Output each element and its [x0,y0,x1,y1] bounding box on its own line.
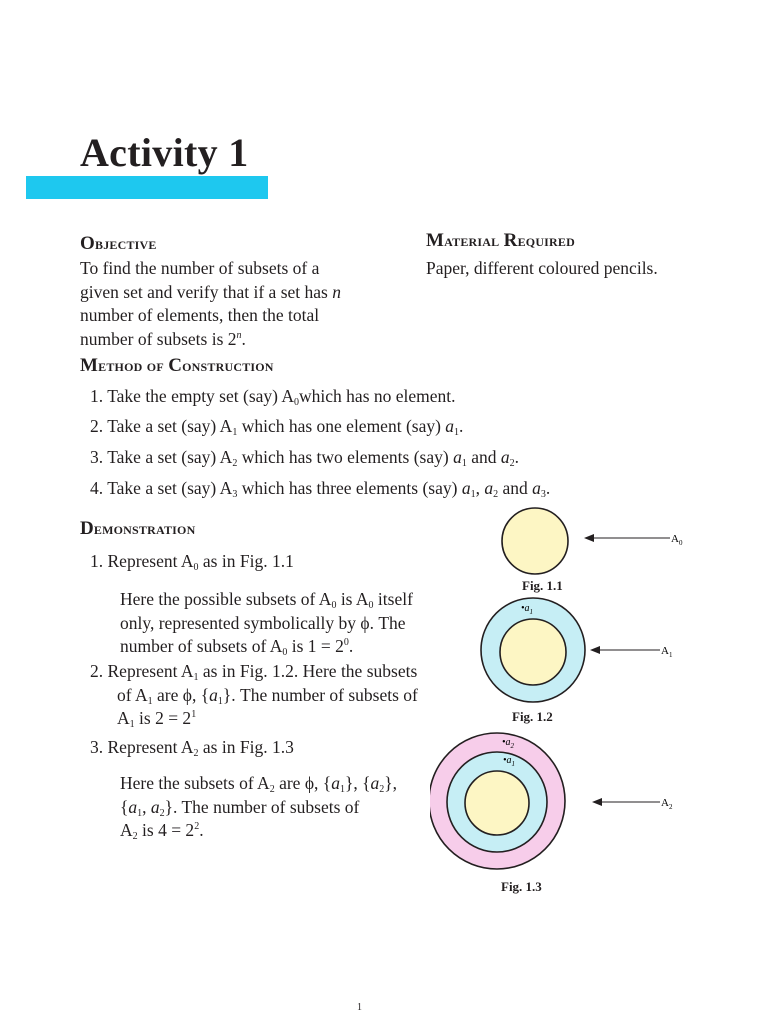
element-a1: $•a_1$ [503,755,516,768]
objective-line: To find the number of subsets of a [80,258,320,278]
set-a1-inner-circle [500,619,566,685]
material-heading: Material Required [426,230,575,251]
demo-para3-line: Here the subsets of $A_2$ are ϕ, $\{a_1\}$, $\{a_2\}$, [120,773,398,795]
demo-paragraph-3 [120,772,422,843]
demo-para3-line: $A_2$ is $4 = 2^2$. [120,820,204,842]
element-a2: $•a_2$ [502,737,515,750]
demo-item-3: 3. Represent $A_2$ as in Fig. 1.3 [90,737,294,759]
demo-item2-line: 2. Represent $A_1$ as in Fig. 1.2. Here the subsets [90,661,418,683]
figure-1-3 [430,728,690,878]
set-a0-circle [502,508,568,574]
material-text: Paper, different coloured pencils. [426,258,658,278]
figure-caption-1-1: Fig. 1.1 [522,578,563,593]
set-a2-inner-circle [465,771,529,835]
objective-line: number of elements, then the total [80,305,320,325]
figure-1-1 [490,505,690,605]
set-label-a2: $A_2$ [661,797,673,811]
figure-caption-1-2: Fig. 1.2 [512,709,553,724]
demo-item2-line: of $A_1$ are ϕ, $\{a_1\}$. The number of subsets of [117,684,418,707]
demo-para1-line: Here the possible subsets of $A_0$ is $A_0$ itself [120,589,413,611]
method-heading: Method of Construction [80,355,274,376]
method-step-4: 4. Take a set (say) $A_3$ which has three elements (say) $a_1$, $a_2$ and $a_3$. [90,478,551,500]
set-label-a1: $A_1$ [661,645,673,659]
set-label-a0: $A_0$ [671,533,683,547]
demo-para3-line: {$a_1$, $a_2$}. The number of subsets of [120,796,360,819]
objective-line: given set and verify that if a set has n [80,281,341,302]
figure-caption-1-3: Fig. 1.3 [501,879,542,894]
objective-heading: Objective [80,233,157,254]
demo-item-2 [90,660,452,731]
arrow-head [584,534,594,542]
title-highlight-bar [26,176,268,199]
element-a1: $•a_1$ [521,603,534,616]
method-step-2: 2. Take a set (say) $A_1$ which has one element (say) $a_1$. [90,416,464,438]
page-number: 1 [357,1002,362,1013]
page-title: Activity 1 [80,130,249,175]
demo-para1-line: only, represented symbolically by ϕ. The [120,612,406,633]
figure-1-2 [470,595,690,710]
arrow-head [592,798,602,806]
demonstration-heading: Demonstration [80,518,196,539]
objective-line: number of subsets is 2$^n$. [80,328,246,349]
demo-para1-line: number of subsets of $A_0$ is $1 = 2^0$. [120,636,354,658]
arrow-head [590,646,600,654]
demo-item2-line: $A_1$ is $2 = 2^1$ [117,708,197,730]
demo-item-1: 1. Represent $A_0$ as in Fig. 1.1 [90,551,294,573]
method-step-1: 1. Take the empty set (say) $A_0which$ has no element. [90,386,456,408]
demo-paragraph-1 [120,588,452,659]
objective-text [80,257,372,351]
method-step-3: 3. Take a set (say) $A_2$ which has two elements (say) $a_1$ and $a_2$. [90,447,519,469]
